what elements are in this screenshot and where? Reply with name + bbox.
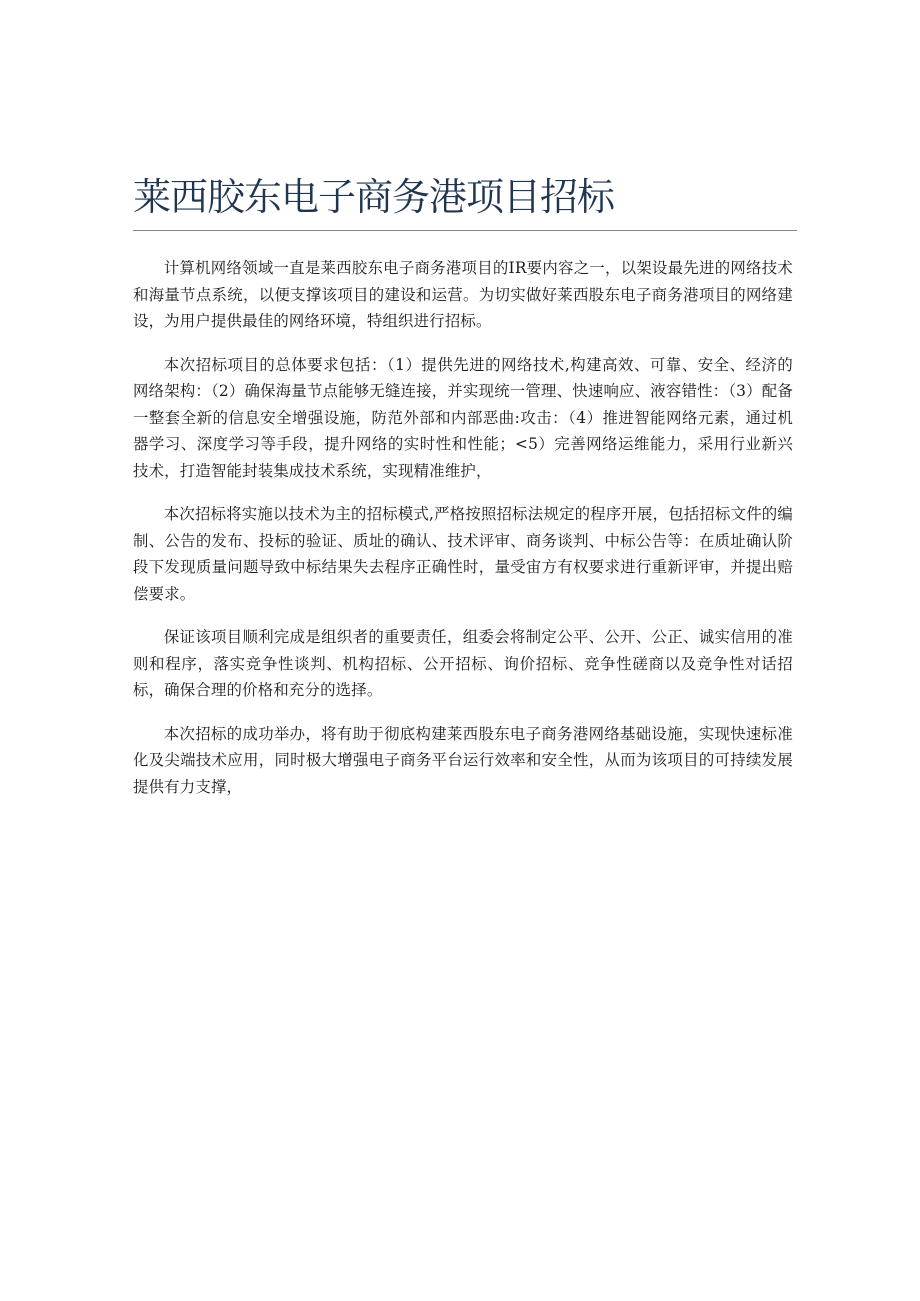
- paragraph-procedure: 本次招标将实施以技术为主的招标模式,严格按照招标法规定的程序开展，包括招标文件的编制、公告的发布、投标的验证、质址的确认、技术评审、商务谈判、中标公告等：在质址确认阶段下发现质量问题导致中标结果失去程序正确性时，量受宙方有权要求进行重新评审，并提出赔偿要求。: [133, 505, 793, 603]
- paragraph-responsibility: 保证该项目顺利完成是组织者的重要责任，组委会将制定公平、公开、公正、诚实信用的准则和程序，落实竞争性谈判、机构招标、公开招标、询价招标、竞争性磋商以及竞争性对话招标，确保合理的价格和充分的选择。: [133, 628, 793, 699]
- paragraph-intro: 计算机网络领域一直是莱西胶东电子商务港项目的IR要内容之一，以架设最先进的网络技术和海量节点系统，以便支撑该项目的建设和运营。为切实做好莱西股东电子商务港项目的网络建设，为用户提供最佳的网络环境，特组织进行招标。: [133, 259, 793, 330]
- paragraph-requirements: 本次招标项目的总体要求包括：（1）提供先进的网络技术,构建高效、可靠、安全、经济的网络架构：（2）确保海量节点能够无缝连接，并实现统一管理、快速响应、液容错性：（3）配备一整套全新的信息安全增强设施，防范外部和内部恶曲:攻击：（4）推进智能网络元素，通过机器学习、深度学习等手段，提升网络的实时性和性能；<5）完善网络运维能力，采用行业新兴技术，打造智能封装集成技术系统，实现精准维护，: [133, 355, 793, 480]
- page-title: 莱西胶东电子商务港项目招标: [133, 175, 615, 219]
- document-body: [133, 255, 793, 817]
- paragraph-conclusion: 本次招标的成功举办，将有助于彻底构建莱西股东电子商务港网络基础设施，实现快速标准化及尖端技术应用，同时极大增强电子商务平台运行效率和安全性，从而为该项目的可持续发展提供有力支撑，: [133, 724, 793, 796]
- title-divider: [133, 230, 797, 231]
